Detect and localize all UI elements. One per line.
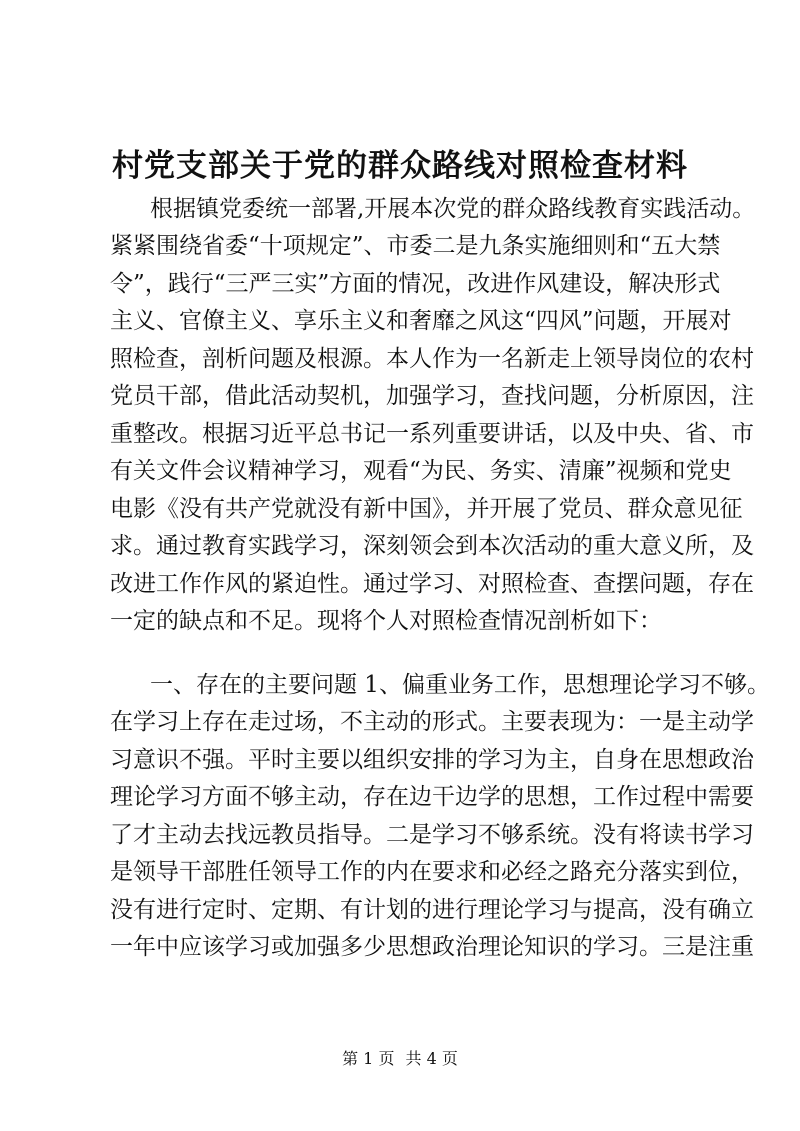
body-line: 电影《没有共产党就没有新中国》，并开展了党员、群众意见征 [110,496,743,522]
body-line: 没有进行定时、定期、有计划的进行理论学习与提高，没有确立 [110,897,754,923]
body-line: 重整改。根据习近平总书记一系列重要讲话，以及中央、省、市 [110,421,754,447]
body-line: 一年中应该学习或加强多少思想政治理论知识的学习。三是注重 [110,934,754,960]
body-line: 党员干部，借此活动契机，加强学习，查找问题，分析原因，注 [110,383,754,409]
page-number: 第 1 页 [342,1049,395,1068]
body-line: 令”，践行“三严三实”方面的情况，改进作风建设，解决形式 [110,271,721,297]
body-line: 一、存在的主要问题 1、偏重业务工作，思想理论学习不够。 [150,672,770,698]
body-line: 有关文件会议精神学习，观看“为民、务实、清廉”视频和党史 [110,458,732,484]
body-line: 主义、官僚主义、享乐主义和奢靡之风这“四风”问题，开展对 [110,308,732,334]
body-line: 在学习上存在走过场，不主动的形式。主要表现为：一是主动学 [110,709,754,735]
page-total: 共 4 页 [405,1049,458,1068]
page-footer [0,1046,800,1069]
document-title: 村党支部关于党的群众路线对照检查材料 [112,148,688,184]
body-line: 习意识不强。平时主要以组织安排的学习为主，自身在思想政治 [110,747,754,773]
body-line: 紧紧围绕省委“十项规定”、市委二是九条实施细则和“五大禁 [110,233,721,259]
body-line: 求。通过教育实践学习，深刻领会到本次活动的重大意义所，及 [110,533,754,559]
body-line: 改进工作作风的紧迫性。通过学习、对照检查、查摆问题，存在 [110,571,754,597]
body-line: 一定的缺点和不足。现将个人对照检查情况剖析如下： [110,608,662,634]
body-line: 是领导干部胜任领导工作的内在要求和必经之路充分落实到位， [110,859,754,885]
body-line: 了才主动去找远教员指导。二是学习不够系统。没有将读书学习 [110,822,754,848]
body-line: 理论学习方面不够主动，存在边干边学的思想，工作过程中需要 [110,784,754,810]
body-line: 根据镇党委统一部署,开展本次党的群众路线教育实践活动。 [150,196,756,222]
body-line: 照检查，剖析问题及根源。本人作为一名新走上领导岗位的农村 [110,346,754,372]
